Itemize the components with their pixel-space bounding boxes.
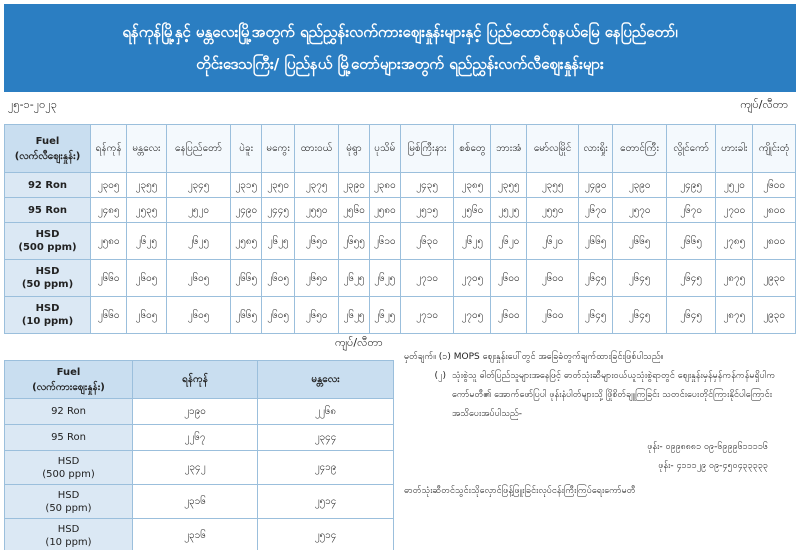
price-cell: ၂၅၁၄ <box>258 485 394 519</box>
price-cell: ၂၆၆၅ <box>613 223 667 260</box>
fuel-header-sublabel: (လက်လီဈေးနှုန်း) <box>14 150 81 162</box>
price-cell: ၂၇၀၀ <box>716 198 753 223</box>
price-cell: ၂၃၁၆ <box>133 485 258 519</box>
city-header: ကျိုင်းတုံ <box>753 125 796 173</box>
fuel-header-sublabel: (လက်ကားဈေးနှုန်း) <box>32 381 105 393</box>
city-header: မြစ်ကြီးနား <box>400 125 454 173</box>
city-header: မော်လမြိုင် <box>527 125 579 173</box>
city-header: ပဲခူး <box>231 125 262 173</box>
fuel-type-text: (500 ppm) <box>42 468 95 480</box>
city-header: တောင်ကြီး <box>613 125 667 173</box>
note-2 <box>404 367 796 424</box>
fuel-type-label <box>5 451 133 485</box>
fuel-type-text: HSD <box>35 303 60 314</box>
price-cell: ၂၃၅၅ <box>527 173 579 198</box>
price-cell: ၂၈၀၀ <box>753 198 796 223</box>
fuel-type-label <box>5 519 133 550</box>
phone-number-1: ဖုန်း- ၀၉၉၈၈၈၁ ၀၉-၆၉၉၉၆၁၁၁၁၆ <box>647 442 768 452</box>
price-cell: ၂၆၆၅ <box>666 223 715 260</box>
price-cell: ၂၅၈၀ <box>369 198 400 223</box>
retail-price-table <box>4 124 796 334</box>
city-header: ရန်ကုန် <box>133 361 258 399</box>
retail-unit-label: ကျပ်/လီတာ <box>740 98 788 111</box>
fuel-type-label <box>5 297 91 334</box>
price-cell: ၂၃၉၀ <box>339 173 370 198</box>
city-header: ဟားခါး <box>716 125 753 173</box>
price-cell: ၂၆၅၀ <box>295 260 339 297</box>
price-cell: ၂၆၂၅ <box>369 297 400 334</box>
city-header: ထားဝယ် <box>295 125 339 173</box>
wholesale-unit-label: ကျပ်/လီတာ <box>335 336 383 349</box>
fuel-type-label <box>5 198 91 223</box>
fuel-type-text: HSD <box>57 455 80 467</box>
price-cell: ၂၄၈၅ <box>91 198 127 223</box>
city-header: မန္တလေး <box>258 361 394 399</box>
fuel-type-text: (10 ppm) <box>45 536 92 548</box>
table-row <box>5 198 796 223</box>
price-cell: ၂၆၄၅ <box>579 260 613 297</box>
price-cell: ၂၂၆၇ <box>133 425 258 451</box>
price-cell: ၂၆၀၀ <box>527 260 579 297</box>
price-cell: ၂၆၀၀ <box>753 173 796 198</box>
price-cell: ၂၄၁၉ <box>258 451 394 485</box>
price-cell: ၂၃၈၀ <box>369 173 400 198</box>
price-cell: ၂၄၄၅ <box>262 198 295 223</box>
price-cell: ၂၇၁၀ <box>400 297 454 334</box>
price-cell: ၂၅၅၀ <box>295 198 339 223</box>
price-cell: ၂၆၆၅ <box>231 297 262 334</box>
price-cell: ၂၆၂၅ <box>339 260 370 297</box>
table-row <box>5 297 796 334</box>
price-cell: ၂၆၀၅ <box>166 260 231 297</box>
title-line-1: ရန်ကုန်မြို့နှင့် မန္တလေးမြို့အတွက် ရည်ညွှန်းလက်ကားဈေးနှုန်းများနှင့် ပြည်ထောင်စုနယ်မြေ နေပြည်တော်၊ <box>122 23 678 41</box>
phone-number-2: ဖုန်း- ၄၁၁၁၂၉ ၀၉-၄၅၀၄၃၃၃၃၃ <box>658 461 768 471</box>
city-header: ရန်ကုန် <box>91 125 127 173</box>
price-cell: ၂၈၀၀ <box>753 223 796 260</box>
price-cell: ၂၉၃၀ <box>753 260 796 297</box>
fuel-type-label <box>5 223 91 260</box>
price-cell: ၂၆၆၀ <box>91 260 127 297</box>
table-row <box>5 485 394 519</box>
fuel-header-label: Fuel <box>35 135 60 147</box>
price-cell: ၂၆၂၅ <box>339 297 370 334</box>
price-cell: ၂၃၅၀ <box>262 173 295 198</box>
price-cell: ၂၄၃၅ <box>400 173 454 198</box>
price-cell: ၂၆၀၀ <box>527 297 579 334</box>
city-header: ဘားအံ <box>491 125 527 173</box>
fuel-type-label <box>5 485 133 519</box>
price-cell: ၂၆၅၀ <box>295 297 339 334</box>
fuel-type-text: HSD <box>57 489 80 501</box>
price-cell: ၂၂၆၈ <box>258 399 394 425</box>
price-cell: ၂၆၁၀ <box>369 223 400 260</box>
table-row <box>5 260 796 297</box>
fuel-type-label <box>5 399 133 425</box>
note-2-number: (၂) <box>434 371 446 381</box>
price-cell: ၂၆၂၀ <box>491 223 527 260</box>
price-cell: ၂၄၉၀ <box>579 173 613 198</box>
price-cell: ၂၃၈၅ <box>454 173 491 198</box>
price-cell: ၂၃၁၆ <box>133 519 258 550</box>
price-cell: ၂၃၅၅ <box>127 173 166 198</box>
price-cell: ၂၃၀၅ <box>91 173 127 198</box>
wholesale-price-table <box>4 360 394 550</box>
city-header: လွိုင်ကော် <box>666 125 715 173</box>
fuel-type-text: 92 Ron <box>27 179 68 191</box>
fuel-type-text: (50 ppm) <box>45 502 92 514</box>
price-cell: ၂၆၀၅ <box>127 297 166 334</box>
price-cell: ၂၆၇၀ <box>666 198 715 223</box>
table-row <box>5 451 394 485</box>
fuel-type-label <box>5 173 91 198</box>
price-cell: ၂၆၀၅ <box>166 297 231 334</box>
price-cell: ၂၆၆၀ <box>91 297 127 334</box>
price-cell: ၂၅၂၀ <box>716 173 753 198</box>
price-cell: ၂၆၄၅ <box>613 260 667 297</box>
price-cell: ၂၆၀၅ <box>262 260 295 297</box>
price-cell: ၂၇၁၀ <box>400 260 454 297</box>
fuel-type-label <box>5 260 91 297</box>
date-label: ၂၅-၁-၂၀၂၃ <box>8 98 57 111</box>
fuel-type-text: HSD <box>57 523 80 535</box>
price-cell: ၂၈၇၅ <box>716 260 753 297</box>
price-cell: ၂၆၂၀ <box>527 223 579 260</box>
price-cell: ၂၇၈၅ <box>716 223 753 260</box>
table-row <box>5 425 394 451</box>
price-cell: ၂၉၃၀ <box>753 297 796 334</box>
price-cell: ၂၆၂၅ <box>262 223 295 260</box>
price-cell: ၂၃၁၅ <box>231 173 262 198</box>
price-cell: ၂၆၀၀ <box>491 297 527 334</box>
price-cell: ၂၃၇၅ <box>295 173 339 198</box>
price-cell: ၂၇၀၅ <box>454 260 491 297</box>
fuel-type-text: (500 ppm) <box>18 242 77 253</box>
price-cell: ၂၅၇၀ <box>613 198 667 223</box>
price-cell: ၂၁၉၀ <box>133 399 258 425</box>
title-banner <box>4 4 796 92</box>
price-cell: ၂၆၂၅ <box>166 223 231 260</box>
price-cell: ၂၆၃၀ <box>400 223 454 260</box>
fuel-header-label: Fuel <box>56 366 81 378</box>
notes-section <box>404 348 796 501</box>
wholesale-fuel-header <box>5 361 133 399</box>
price-cell: ၂၃၄၄ <box>258 425 394 451</box>
table-row <box>5 173 796 198</box>
price-cell: ၂၅၁၄ <box>258 519 394 550</box>
price-cell: ၂၆၆၅ <box>231 260 262 297</box>
fuel-type-text: HSD <box>35 229 60 240</box>
price-cell: ၂၃၉၀ <box>613 173 667 198</box>
committee-name: ဓာတ်သုံးဆီတင်သွင်းသိုလှောင်ဖြန့်ဖြူးခြင်းလုပ်ငန်းကြီးကြပ်ရေးကော်မတီ <box>404 486 636 496</box>
price-cell: ၂၅၆၀ <box>454 198 491 223</box>
price-cell: ၂၆၆၅ <box>579 223 613 260</box>
fuel-type-text: 95 Ron <box>27 204 68 216</box>
price-cell: ၂၆၄၅ <box>579 297 613 334</box>
fuel-type-text: 92 Ron <box>51 406 86 417</box>
price-cell: ၂၆၅၀ <box>295 223 339 260</box>
price-cell: ၂၆၂၅ <box>454 223 491 260</box>
price-cell: ၂၆၀၅ <box>127 260 166 297</box>
price-cell: ၂၅၈၅ <box>231 223 262 260</box>
price-cell: ၂၃၄၅ <box>166 173 231 198</box>
price-cell: ၂၅၂၅ <box>491 198 527 223</box>
price-cell: ၂၅၃၅ <box>127 198 166 223</box>
price-cell: ၂၆၄၅ <box>613 297 667 334</box>
retail-fuel-header <box>5 125 91 173</box>
price-cell: ၂၈၇၅ <box>716 297 753 334</box>
price-cell: ၂၆၅၅ <box>339 223 370 260</box>
table-row <box>5 399 394 425</box>
price-cell: ၂၆၄၅ <box>666 260 715 297</box>
price-cell: ၂၆၄၅ <box>666 297 715 334</box>
fuel-type-text: HSD <box>35 266 60 277</box>
fuel-type-text: (50 ppm) <box>21 279 74 290</box>
fuel-type-label <box>5 425 133 451</box>
price-cell: ၂၄၉၀ <box>231 198 262 223</box>
city-header: လားရှိုး <box>579 125 613 173</box>
price-cell: ၂၄၉၅ <box>666 173 715 198</box>
price-cell: ၂၅၂၀ <box>166 198 231 223</box>
price-cell: ၂၆၇၀ <box>579 198 613 223</box>
price-cell: ၂၅၁၅ <box>400 198 454 223</box>
fuel-type-text: 95 Ron <box>51 432 86 443</box>
city-header: ပုသိမ် <box>369 125 400 173</box>
city-header: မန္တလေး <box>127 125 166 173</box>
price-cell: ၂၆၀၀ <box>491 260 527 297</box>
price-cell: ၂၅၆၀ <box>339 198 370 223</box>
note-2-text: သုံးစွဲသူ ဓါတ်ပြည်သူများအနေဖြင့် ဓာတ်သုံးဆီများဝယ်ယူသုံးစွဲရာတွင် ဈေးနှုန်းမှန်မှန်ကန်ကန်မရှိပါက ကော်မတီ၏ အောက်ဖော်ပြပါ ဖုန်းနံပါတ်များသို့ ဖြိုစိတ်ချူကြခြင်း သတင်းပေးတိုင်ကြားနိုင်ပါကြောင်း အသိပေးအပ်ပါသည်- <box>452 371 776 419</box>
price-cell: ၂၆၂၅ <box>369 260 400 297</box>
price-cell: ၂၃၄၂ <box>133 451 258 485</box>
price-cell: ၂၅၅၀ <box>527 198 579 223</box>
table-row <box>5 223 796 260</box>
price-cell: ၂၃၅၅ <box>491 173 527 198</box>
price-cell: ၂၅၈၀ <box>91 223 127 260</box>
city-header: စစ်တွေ <box>454 125 491 173</box>
city-header: မုံရွာ <box>339 125 370 173</box>
price-cell: ၂၆၀၅ <box>262 297 295 334</box>
note-1: မှတ်ချက်။ (၁) MOPS ဈေးနှုန်းပေါ်တွင် အခြေခံတွက်ချက်ထားခြင်းဖြစ်ပါသည်။ <box>404 352 664 362</box>
price-cell: ၂၆၂၅ <box>127 223 166 260</box>
title-line-2: တိုင်းဒေသကြီး/ ပြည်နယ် မြို့တော်များအတွက် ရည်ညွှန်းလက်လီဈေးနှုန်းများ <box>196 55 604 73</box>
fuel-type-text: (10 ppm) <box>21 316 74 327</box>
city-header: နေပြည်တော် <box>166 125 231 173</box>
city-header: မကွေး <box>262 125 295 173</box>
price-cell: ၂၇၀၅ <box>454 297 491 334</box>
table-row <box>5 519 394 550</box>
